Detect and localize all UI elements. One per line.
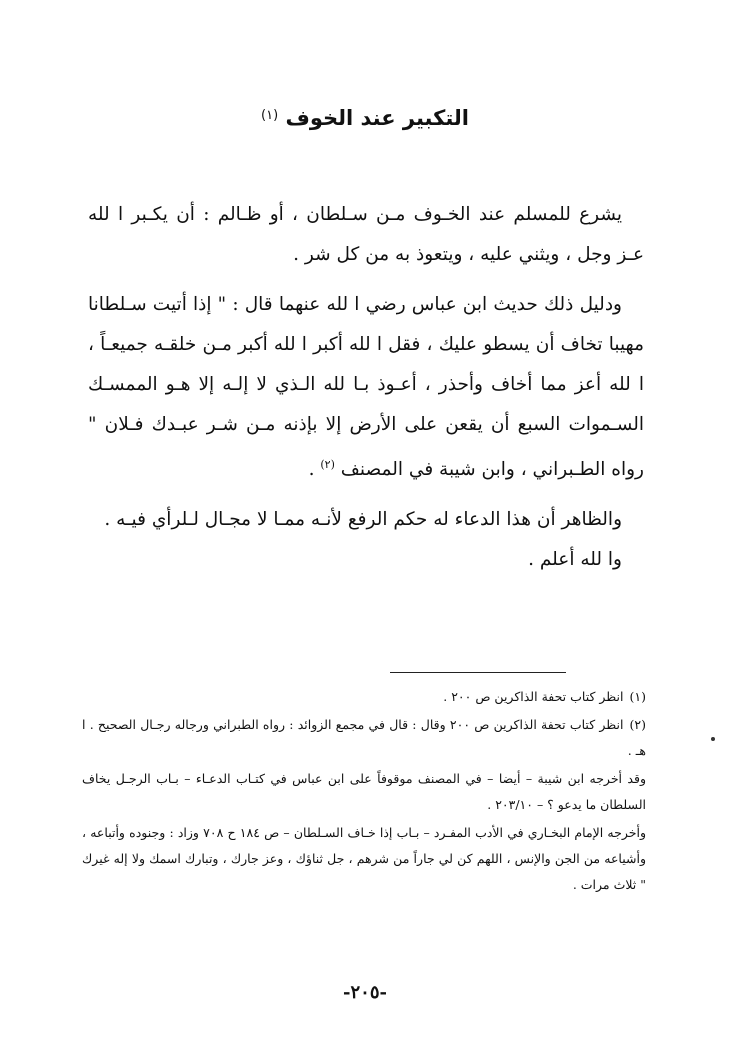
- footnote-2-continuation-b: [82, 820, 646, 898]
- paragraph-intro: [88, 195, 644, 275]
- footnote-separator: [390, 672, 566, 673]
- margin-dot: [711, 737, 715, 741]
- footnotes-section: [82, 684, 646, 900]
- paragraph-closing-text: وا لله أعلم .: [528, 549, 622, 570]
- paragraph-evidence: [88, 285, 644, 490]
- page-title: [0, 106, 730, 130]
- page-number: -٢٠٥-: [343, 982, 387, 1003]
- footnote-2-continuation-b-text: وأخرجه الإمام البخـاري في الأدب المفـرد – بـاب إذا خـاف السـلطان – ص ١٨٤ ح ٧٠٨ وزاد : وجنوده وأتباعه ، وأشياعه من الجن والإنس ، اللهم كن لي جاراً من شرهم ، جل ثناؤك ، وعز جارك ، وتبارك اسمك ولا إله غيرك " ثلاث مرات .: [82, 825, 646, 892]
- title-text: التكبير عند الخوف: [285, 106, 469, 130]
- paragraph-closing: [88, 540, 644, 580]
- title-footnote-ref: (١): [261, 108, 279, 123]
- footnote-2: [82, 712, 646, 764]
- footnote-2-continuation-a: [82, 766, 646, 818]
- footnote-1-text: انظر كتاب تحفة الذاكرين ص ٢٠٠ .: [443, 689, 624, 704]
- footnote-2-continuation-a-text: وقد أخرجه ابن شيبة – أيضا – في المصنف موقوفاً على ابن عباس في كتـاب الدعـاء – بـاب الرجـل يخاف السلطان ما يدعو ؟ – ٢٠٣/١٠ .: [82, 771, 646, 812]
- paragraph-footnote-ref: (٢): [320, 458, 335, 471]
- paragraph-evidence-text: ودليل ذلك حديث ابن عباس رضي ا لله عنهما قال : " إذا أتيت سـلطانا مهيبا تخاف أن يسطو عليك ، فقل ا لله أكبر ا لله أكبر مـن خلقـه جميعـاً ، ا لله أعز مما أخاف وأحذر ، أعـوذ بـا لله الـذي لا إلـه إلا هـو الممسـك السـموات السبع أن يقعن على الأرض إلا بإذنه مـن شـر عبـدك فـلان " رواه الطـبراني ، وابن شيبة في المصنف: [88, 294, 644, 480]
- footnote-1-number: (١): [629, 689, 646, 704]
- footnote-2-number: (٢): [629, 717, 646, 732]
- paragraph-conclusion-text: والظاهر أن هذا الدعاء له حكم الرفع لأنـه ممـا لا مجـال لـلرأي فيـه .: [104, 509, 622, 530]
- paragraph-intro-text: يشرع للمسلم عند الخـوف مـن سـلطان ، أو ظـالم : أن يكـبر ا لله عـز وجل ، ويثني عليه ، ويتعوذ به من كل شر .: [88, 204, 644, 265]
- footnote-1: [82, 684, 646, 710]
- paragraph-conclusion: [88, 500, 644, 540]
- footnote-2-text: انظر كتاب تحفة الذاكرين ص ٢٠٠ وقال : قال في مجمع الزوائد : رواه الطبراني ورجاله رجـال الصحيح . ا هـ .: [82, 717, 646, 758]
- paragraph-evidence-tail: .: [308, 459, 321, 480]
- main-body: [88, 195, 644, 580]
